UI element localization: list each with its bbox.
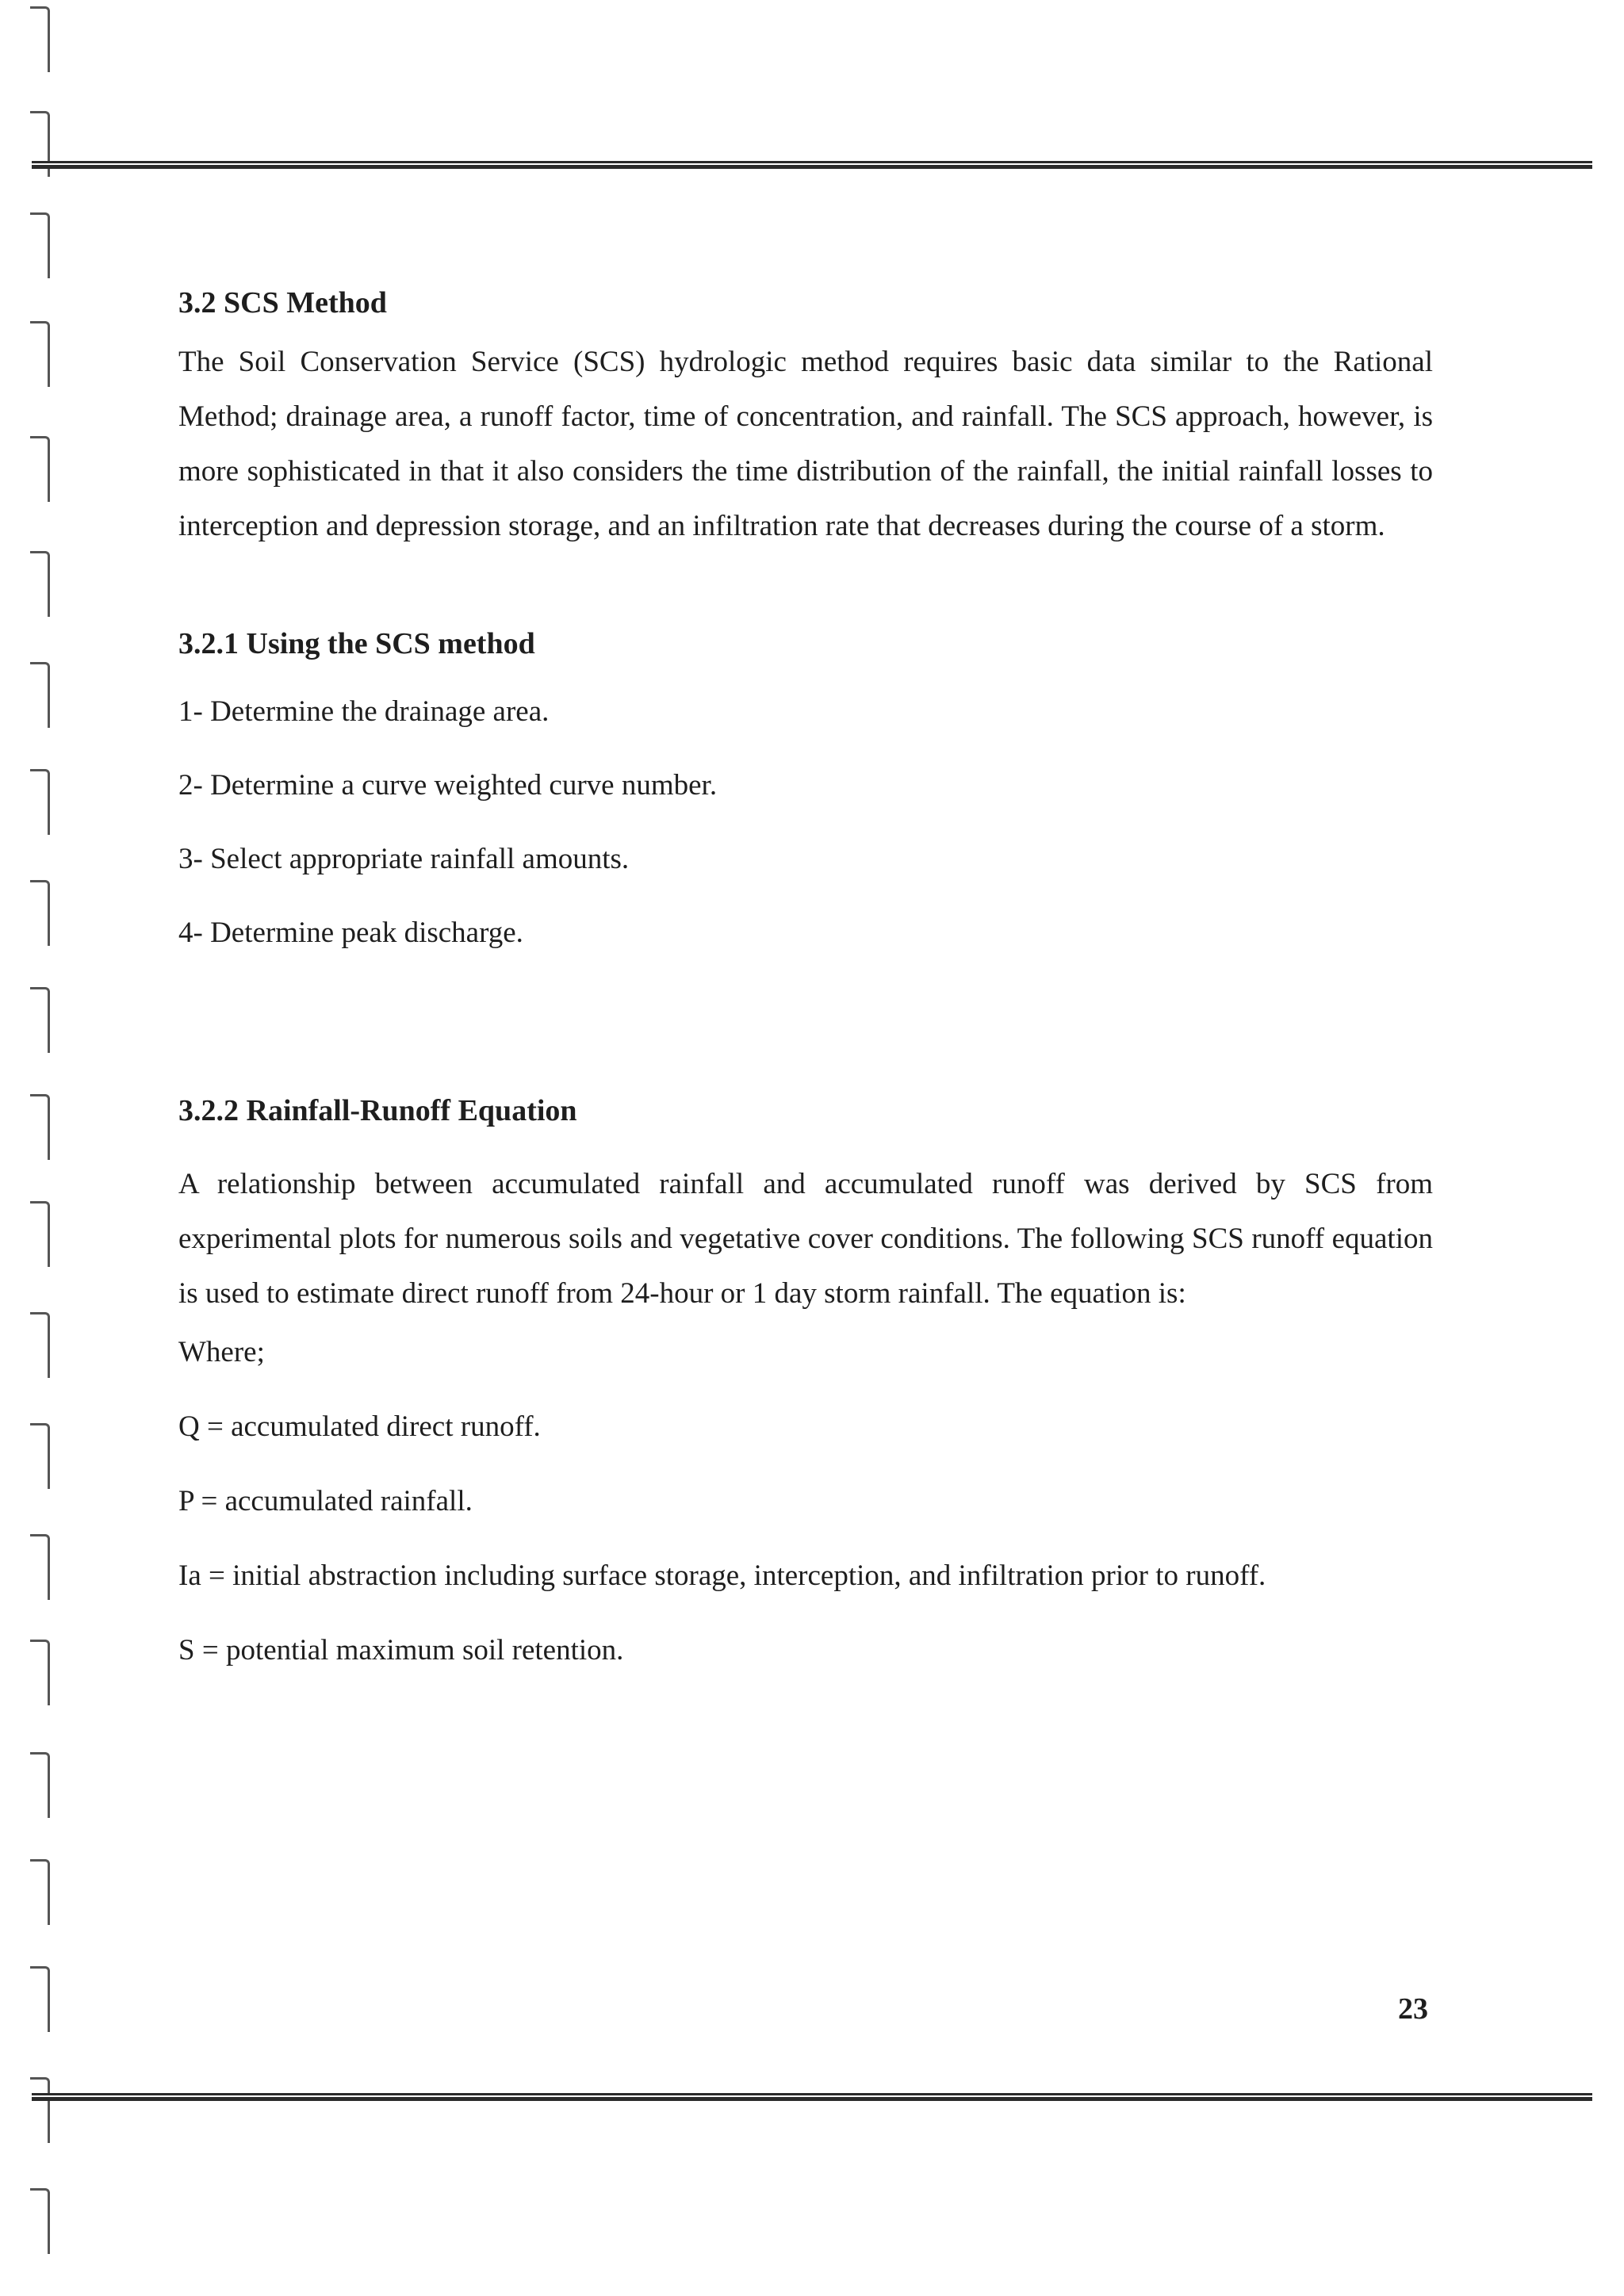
list-item: 1- Determine the drainage area. (178, 695, 550, 728)
page-number: 23 (1398, 1992, 1428, 2026)
binder-mark (30, 436, 50, 502)
binder-mark (30, 2077, 50, 2143)
binder-mark (30, 1752, 50, 1818)
binder-mark (30, 1423, 50, 1489)
binder-mark (30, 1640, 50, 1705)
binder-mark (30, 880, 50, 946)
binder-mark (30, 1966, 50, 2032)
binder-mark (30, 1094, 50, 1160)
binder-mark (30, 1312, 50, 1378)
binder-mark (30, 662, 50, 728)
subsection-heading-rainfall-runoff: 3.2.2 Rainfall-Runoff Equation (178, 1094, 577, 1127)
binder-mark (30, 1859, 50, 1925)
binder-mark (30, 321, 50, 387)
footer-rule (32, 2093, 1592, 2101)
binder-mark (30, 987, 50, 1053)
section-heading: 3.2 SCS Method (178, 286, 387, 320)
list-item: 3- Select appropriate rainfall amounts. (178, 843, 630, 875)
binder-mark (30, 2188, 50, 2254)
where-label: Where; (178, 1336, 265, 1368)
header-rule (32, 161, 1592, 169)
section-paragraph: The Soil Conservation Service (SCS) hydrologic method requires basic data similar to the Rational Method; drainage area, a runoff factor, time of concentration, and rainfall. The SCS approach, however, is more sophisticated in that it also considers the time distribution of the rainfall, the initial rainfall losses to interception and depression storage, and an infiltration rate that decreases during the course of a storm. (178, 346, 1433, 542)
list-item: 4- Determine peak discharge. (178, 916, 523, 949)
subsection-heading-using-scs: 3.2.1 Using the SCS method (178, 627, 535, 660)
subsection-paragraph: A relationship between accumulated rainfall and accumulated runoff was derived by SCS from experimental plots for numerous soils and vegetative cover conditions. The following SCS runoff equation is used to estimate direct runoff from 24-hour or 1 day storm rainfall. The equation is: (178, 1168, 1433, 1310)
definition-item: Q = accumulated direct runoff. (178, 1410, 541, 1443)
binder-mark (30, 212, 50, 278)
definition-item: S = potential maximum soil retention. (178, 1634, 624, 1667)
page-content (178, 285, 1433, 1670)
definition-item: Ia = initial abstraction including surface storage, interception, and infiltration prior to runoff. (178, 1559, 1266, 1592)
binder-mark (30, 551, 50, 617)
definition-item: P = accumulated rainfall. (178, 1485, 473, 1517)
binder-mark (30, 1201, 50, 1267)
binder-mark (30, 6, 50, 72)
list-item: 2- Determine a curve weighted curve number. (178, 769, 718, 802)
binder-mark (30, 769, 50, 835)
binder-mark (30, 1534, 50, 1600)
